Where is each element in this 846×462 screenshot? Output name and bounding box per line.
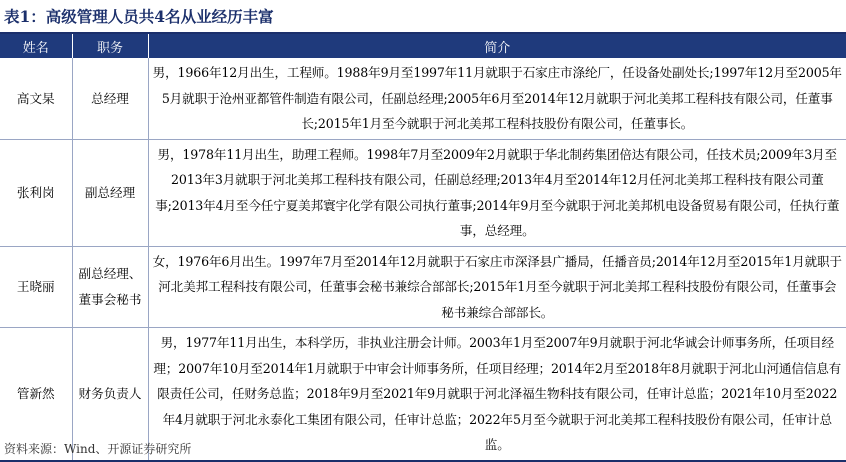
row-name: 高文杲 — [0, 58, 72, 139]
table-title: 表1：高级管理人员共4名从业经历丰富 — [4, 7, 274, 26]
row-name: 张利岗 — [0, 139, 72, 246]
row-name: 王晓丽 — [0, 246, 72, 328]
source-note: 资料来源：Wind、开源证券研究所 — [4, 442, 192, 456]
header-role: 职务 — [72, 34, 148, 58]
executives-table — [0, 34, 846, 462]
row-bio: 男，1977年11月出生，本科学历，非执业注册会计师。2003年1月至2007年9月就职于河北华诚会计师事务所，任项目经理；2007年10月至2014年1月就职于中审会计师事务所，任项目经理；2014年2月至2018年8月就职于河北山河通信信息有限责任公司，任财务总监；2018年9月至2021年9月就职于河北泽福生物科技有限公司，任审计总监；2021年10月至2022年4月就职于河北永泰化工集团有限公司，任审计总监；2022年5月至今就职于河北美邦工程科技股份有限公司，任审计总监。 — [148, 328, 846, 461]
row-bio: 女，1976年6月出生。1997年7月至2014年12月就职于石家庄市深泽县广播局，任播音员;2014年12月至2015年1月就职于河北美邦工程科技有限公司，任董事会秘书兼综合部部长;2015年1月至今就职于河北美邦工程科技股份有限公司，任董事会秘书兼综合部部长。 — [148, 246, 846, 328]
row-name: 管新然 — [0, 328, 72, 461]
row-role: 副总经理、董事会秘书 — [72, 246, 148, 328]
row-bio: 男，1966年12月出生，工程师。1988年9月至1997年11月就职于石家庄市涤纶厂，任设备处副处长;1997年12月至2005年5月就职于沧州亚都管件制造有限公司，任副总经理;2005年6月至2014年12月就职于河北美邦工程科技有限公司，任董事长;2015年1月至今就职于河北美邦工程科技股份有限公司，任董事长。 — [148, 58, 846, 139]
table-header-row — [0, 34, 846, 58]
row-role: 财务负责人 — [72, 328, 148, 461]
table-row — [0, 58, 846, 139]
row-role: 总经理 — [72, 58, 148, 139]
row-bio: 男，1978年11月出生，助理工程师。1998年7月至2009年2月就职于华北制药集团倍达有限公司，任技术员;2009年3月至2013年3月就职于河北美邦工程科技有限公司，任副总经理;2013年4月至2014年12月任河北美邦工程科技有限公司董事;2013年4月至今任宁夏美邦寰宇化学有限公司执行董事;2014年9月至今就职于河北美邦机电设备贸易有限公司，任执行董事，总经理。 — [148, 139, 846, 246]
row-role: 副总经理 — [72, 139, 148, 246]
table-row — [0, 139, 846, 246]
table-row — [0, 246, 846, 328]
header-name: 姓名 — [0, 34, 72, 58]
header-bio: 简介 — [148, 34, 846, 58]
